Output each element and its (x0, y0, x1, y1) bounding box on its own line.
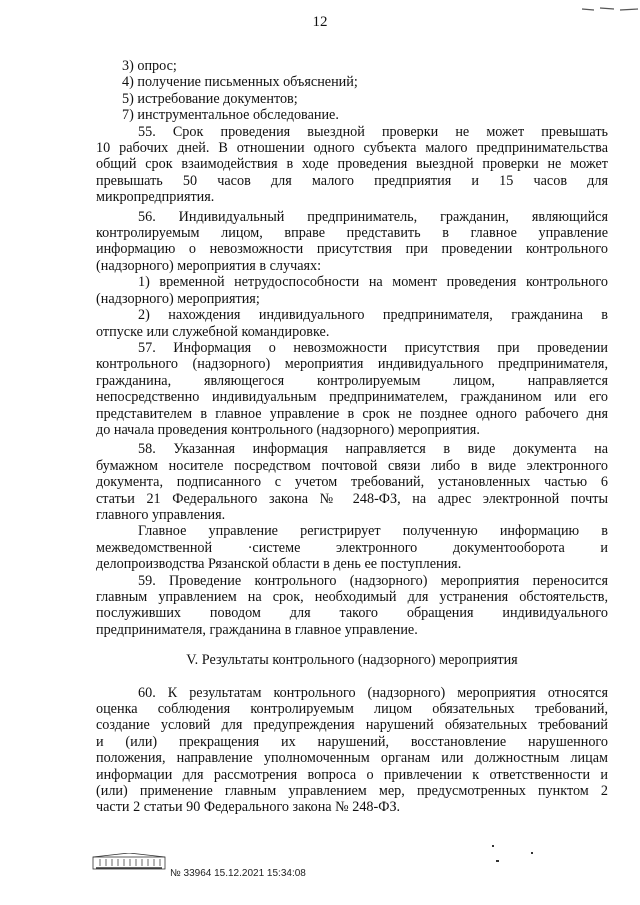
text-line: 56. Индивидуальный предприниматель, гражданин, являющийся (138, 208, 608, 225)
text-line: 1) временной нетрудоспособности на момент проведения контрольного (138, 274, 608, 291)
text-line: послуживших поводом для такого обращения индивидуального (96, 605, 608, 622)
registration-number: № 33964 15.12.2021 15:34:08 (170, 868, 306, 879)
text-line: непосредственно индивидуальным предпринимателем, гражданином или его (96, 389, 608, 406)
scan-speck (531, 852, 533, 854)
text-line: 4) получение письменных объяснений; (122, 74, 358, 91)
text-line: 2) нахождения индивидуального предпринимателя, гражданина в (138, 307, 608, 324)
text-line: части 2 статьи 90 Федерального закона № 248-ФЗ. (96, 799, 401, 816)
text-line: 60. К результатам контрольного (надзорного) мероприятия относятся (138, 684, 608, 701)
text-line: контролируемым лицом, вправе представить в главное управление (96, 225, 608, 242)
text-line: общий срок взаимодействия в ходе проведения выездной проверки не может (96, 156, 608, 173)
text-line: и (или) прекращения их нарушений, восстановление нарушенного (96, 733, 608, 750)
text-line: документа, подписанного с учетом требований, установленных частью 6 (96, 474, 608, 491)
text-line: информации для рассмотрения вопроса о привлечении к ответственности и (96, 766, 608, 783)
text-line: отпуске или служебной командировке. (96, 323, 330, 340)
text-line: гражданина, являющегося контролируемым лицом, направляется (96, 372, 608, 389)
text-line: делопроизводства Рязанской области в день ее поступления. (96, 556, 462, 573)
text-line: предпринимателя, гражданина в главное управление. (96, 621, 418, 638)
text-line: бумажном носителе посредством почтовой связи либо в виде электронного (96, 457, 608, 474)
text-line: оценка соблюдения контролируемым лицом обязательных требований, (96, 701, 608, 718)
text-line: 55. Срок проведения выездной проверки не может превышать (138, 123, 608, 140)
building-stamp-icon (92, 853, 166, 871)
text-line: создание условий для предупреждения нарушений обязательных требований (96, 717, 608, 734)
scan-speck (492, 845, 494, 847)
text-line: до начала проведения контрольного (надзорного) мероприятия. (96, 421, 480, 438)
text-line: 3) опрос; (122, 58, 177, 74)
text-line: 57. Информация о невозможности присутствия при проведении (138, 339, 608, 356)
text-line: информацию о невозможности присутствия при проведении контрольного (96, 241, 608, 258)
text-line: (или) применение главным управлением мер, предусмотренных пунктом 2 (96, 783, 608, 800)
text-line: (надзорного) мероприятия; (96, 290, 260, 307)
section-heading: V. Результаты контрольного (надзорного) мероприятия (186, 652, 518, 669)
paragraphs-block-results (96, 685, 608, 816)
text-line: 58. Указанная информация направляется в виде документа на (138, 441, 608, 458)
text-line: положения, направление уполномоченным органам или должностным лицам (96, 750, 608, 767)
text-line: 10 рабочих дней. В отношении одного субъекта малого предпринимательства (96, 140, 608, 157)
text-line: главным управлением на срок, необходимый для устранения обстоятельств, (96, 589, 608, 605)
text-line: 7) инструментальное обследование. (122, 107, 339, 124)
text-line: представителем в главное управление в срок не позднее одного рабочего дня (96, 405, 608, 422)
scan-speck (496, 860, 499, 862)
text-line: контрольного (надзорного) мероприятия индивидуального предпринимателя, (96, 356, 608, 373)
text-line: 59. Проведение контрольного (надзорного) мероприятия переносится (138, 572, 608, 589)
text-line: микропредприятия. (96, 189, 215, 206)
page-number: 12 (312, 14, 328, 30)
text-line: (надзорного) мероприятия в случаях: (96, 257, 322, 274)
text-line: межведомственной ·системе электронного документооборота и (96, 539, 608, 556)
text-line: Главное управление регистрирует полученную информацию в (138, 523, 608, 540)
paragraphs-block (96, 58, 608, 638)
text-line: превышать 50 часов для малого предприятия и 15 часов для (96, 172, 608, 189)
text-line: главного управления. (96, 506, 226, 523)
text-line: 5) истребование документов; (122, 90, 298, 107)
text-line: статьи 21 Федерального закона № 248-ФЗ, на адрес электронной почты (96, 490, 608, 507)
document-body (96, 58, 608, 816)
scan-edge-mark (580, 0, 640, 6)
